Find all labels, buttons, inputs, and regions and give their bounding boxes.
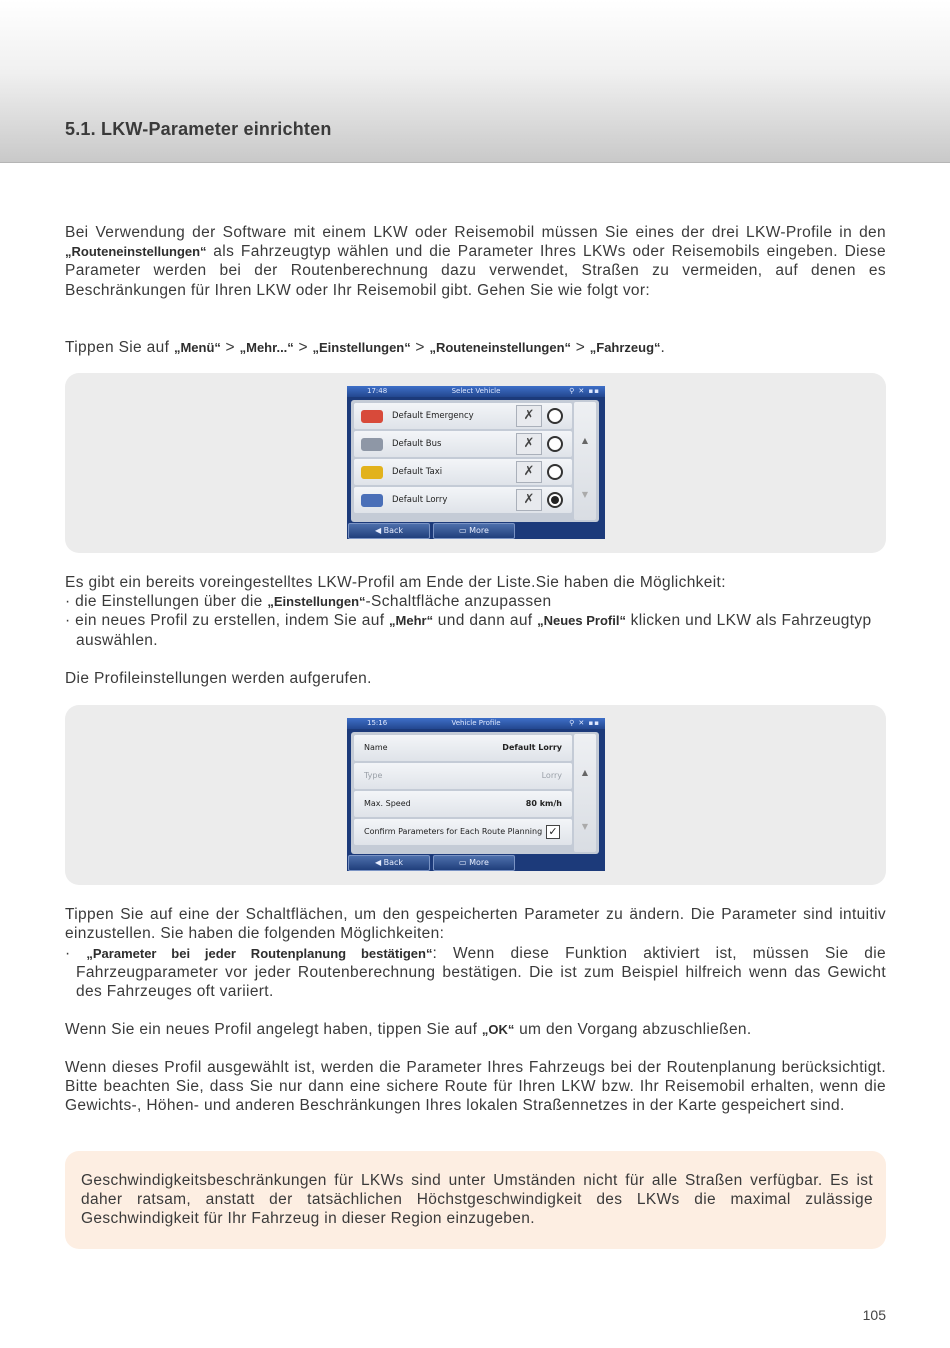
tools-icon[interactable]: ✗ xyxy=(516,405,542,427)
term-einstellungen: „Einstellungen“ xyxy=(267,594,366,610)
bullet-text: -Schaltfläche anzupassen xyxy=(365,593,552,611)
vehicle-radio[interactable] xyxy=(547,464,563,480)
device-status-bar xyxy=(347,386,605,397)
device-status-bar xyxy=(347,718,605,729)
tap-sep-4: > xyxy=(571,339,590,356)
back-arrow-icon: ◀ xyxy=(374,858,382,867)
bullet-einstellungen xyxy=(65,592,886,611)
back-label: Back xyxy=(383,526,404,535)
row-label: Type xyxy=(364,771,383,780)
bullet-text: klicken und LKW als Fahrzeugtyp auswählen. xyxy=(76,612,872,649)
row-value: Default Lorry xyxy=(502,743,562,752)
tap-mehr: „Mehr...“ xyxy=(239,340,294,355)
scroll-up-icon[interactable]: ▲ xyxy=(581,436,589,445)
tap-fahrzeug: „Fahrzeug“ xyxy=(589,340,661,355)
row-label: Max. Speed xyxy=(364,799,411,808)
row-label: Confirm Parameters for Each Route Planning xyxy=(364,827,543,836)
device-screen-vehicle-profile xyxy=(347,718,605,871)
section-title: 5.1. LKW-Parameter einrichten xyxy=(65,119,332,139)
page-number: 105 xyxy=(862,1307,886,1323)
bullet-text: · xyxy=(65,945,87,962)
profile-row-confirm-parameters[interactable] xyxy=(354,819,572,845)
vehicle-radio-selected[interactable] xyxy=(547,492,563,508)
back-button[interactable] xyxy=(348,855,430,871)
middle-paragraph xyxy=(65,573,886,650)
profile-list xyxy=(351,732,599,854)
tools-icon[interactable]: ✗ xyxy=(516,433,542,455)
device-button-bar xyxy=(347,523,605,539)
intro-paragraph xyxy=(65,223,886,300)
list-scrollbar[interactable] xyxy=(574,402,596,520)
bus-icon xyxy=(361,438,383,451)
status-time: 15:16 xyxy=(367,719,388,727)
tap-end: . xyxy=(660,339,666,356)
scroll-down-icon[interactable]: ▼ xyxy=(581,822,589,831)
more-label: More xyxy=(469,526,489,535)
screen-title: Vehicle Profile xyxy=(451,719,501,727)
profile-opened-text: Die Profileinstellungen werden aufgerufen. xyxy=(65,670,372,687)
more-icon: ▭ xyxy=(459,858,467,867)
note-text: Geschwindigkeitsbeschränkungen für LKWs sind unter Umständen nicht für alle Straßen verfügbar. Es ist daher ratsam, anstatt der tatsächlichen Höchstgeschwindigkeit des LKWs die maximal zulässige Geschwindigkeit für Ihr Fahrzeug in dieser Region einzugeben. xyxy=(81,1172,873,1228)
vehicle-row-lorry[interactable] xyxy=(354,487,572,513)
tap-sep-2: > xyxy=(293,339,313,356)
note-box xyxy=(65,1151,886,1249)
vehicle-label: Default Bus xyxy=(392,439,442,449)
row-value: Lorry xyxy=(541,771,562,780)
vehicle-label: Default Taxi xyxy=(392,467,443,477)
lower-paragraph-3: Wenn dieses Profil ausgewählt ist, werden die Parameter Ihres Fahrzeugs bei der Routenplanung berücksichtigt. Bitte beachten Sie, dass Sie nur dann eine sichere Route für Ihren LKW bzw. Ihr Reisemobil erhalten, wenn die Gewichts-, Höhen- und anderen Beschränkungen Ihres lokalen Straßennetzes in der Karte gespeichert sind. xyxy=(65,1059,886,1115)
list-scrollbar[interactable] xyxy=(574,734,596,852)
back-arrow-icon: ◀ xyxy=(374,526,382,535)
term-neues-profil: „Neues Profil“ xyxy=(537,613,626,629)
more-icon: ▭ xyxy=(459,526,467,535)
term-mehr: „Mehr“ xyxy=(389,613,434,629)
more-button[interactable] xyxy=(433,855,515,871)
ok-text-a: Wenn Sie ein neues Profil angelegt haben, tippen Sie auf xyxy=(65,1021,482,1038)
middle-line-1: Es gibt ein bereits voreingestelltes LKW-Profil am Ende der Liste.Sie haben die Möglichkeit: xyxy=(65,574,726,591)
bullet-text: · ein neues Profil zu erstellen, indem Sie auf xyxy=(65,612,390,630)
status-icons: ⚲ ✕ ▪▪ xyxy=(569,719,600,727)
ok-text-c: um den Vorgang abzuschließen. xyxy=(514,1021,752,1038)
intro-term-routeneinstellungen: „Routeneinstellungen“ xyxy=(65,244,207,260)
ambulance-icon xyxy=(361,410,383,423)
vehicle-row-bus[interactable] xyxy=(354,431,572,457)
status-time: 17:48 xyxy=(367,387,388,395)
lorry-icon xyxy=(361,494,383,507)
tap-sep-3: > xyxy=(410,339,430,356)
checkbox-checked-icon[interactable]: ✓ xyxy=(546,825,560,839)
lower-paragraph-ok xyxy=(65,1020,886,1039)
profile-row-type xyxy=(354,763,572,789)
tap-text: Tippen Sie auf xyxy=(65,339,174,356)
more-button[interactable] xyxy=(433,523,515,539)
lower-paragraph-1: Tippen Sie auf eine der Schaltflächen, um den gespeicherten Parameter zu ändern. Die Parameter sind intuitiv einzustellen. Sie haben die folgenden Möglichkeiten: xyxy=(65,906,886,943)
tap-instruction xyxy=(65,338,886,357)
vehicle-radio[interactable] xyxy=(547,436,563,452)
more-label: More xyxy=(469,858,489,867)
vehicle-row-emergency[interactable] xyxy=(354,403,572,429)
back-button[interactable] xyxy=(348,523,430,539)
tap-einstellungen: „Einstellungen“ xyxy=(312,340,411,355)
profile-row-max-speed[interactable] xyxy=(354,791,572,817)
bullet-text: und dann auf xyxy=(433,612,538,630)
tap-routeneinstellungen: „Routeneinstellungen“ xyxy=(429,340,572,355)
intro-text-c: als Fahrzeugtyp wählen und die Parameter Ihres LKWs oder Reisemobils eingeben. Diese Parameter werden bei der Routenberechnung dazu verwendet, Straßen zu vermeiden, auf denen es Beschränkungen für Ihren LKW oder Ihr Reisemobil gibt. Gehen Sie wie folgt vor: xyxy=(65,243,886,299)
bullet-text: : Wenn diese Funktion aktiviert ist, müssen Sie die Fahrzeugparameter vor jeder Routenberechnung bestätigen. Die ist zum Beispiel hilfreich wenn das Gewicht des Fahrzeuges oft variiert. xyxy=(76,945,887,1001)
tools-icon[interactable]: ✗ xyxy=(516,489,542,511)
vehicle-list xyxy=(351,400,599,522)
vehicle-row-taxi[interactable] xyxy=(354,459,572,485)
bullet-confirm-parameters xyxy=(65,944,886,1002)
tap-menu: „Menü“ xyxy=(173,340,221,355)
scroll-down-icon[interactable]: ▼ xyxy=(581,490,589,499)
vehicle-radio[interactable] xyxy=(547,408,563,424)
back-label: Back xyxy=(383,858,404,867)
device-button-bar xyxy=(347,855,605,871)
status-icons: ⚲ ✕ ▪▪ xyxy=(569,387,600,395)
tools-icon[interactable]: ✗ xyxy=(516,461,542,483)
profile-row-name[interactable] xyxy=(354,735,572,761)
intro-text-a: Bei Verwendung der Software mit einem LKW oder Reisemobil müssen Sie eines der drei LKW-Profile in den xyxy=(65,224,886,241)
vehicle-label: Default Lorry xyxy=(392,495,448,505)
taxi-icon xyxy=(361,466,383,479)
row-label: Name xyxy=(364,743,388,752)
term-ok: „OK“ xyxy=(481,1022,515,1037)
device-screen-select-vehicle xyxy=(347,386,605,539)
row-value: 80 km/h xyxy=(525,799,562,808)
scroll-up-icon[interactable]: ▲ xyxy=(581,768,589,777)
vehicle-label: Default Emergency xyxy=(392,411,474,421)
tap-sep-1: > xyxy=(220,339,240,356)
bullet-text: · die Einstellungen über die xyxy=(65,593,268,611)
term-parameter-bestaetigen: „Parameter bei jeder Routenplanung bestätigen“ xyxy=(86,946,433,961)
screen-title: Select Vehicle xyxy=(451,387,501,395)
page-header xyxy=(0,0,950,163)
bullet-neues-profil xyxy=(65,611,886,649)
